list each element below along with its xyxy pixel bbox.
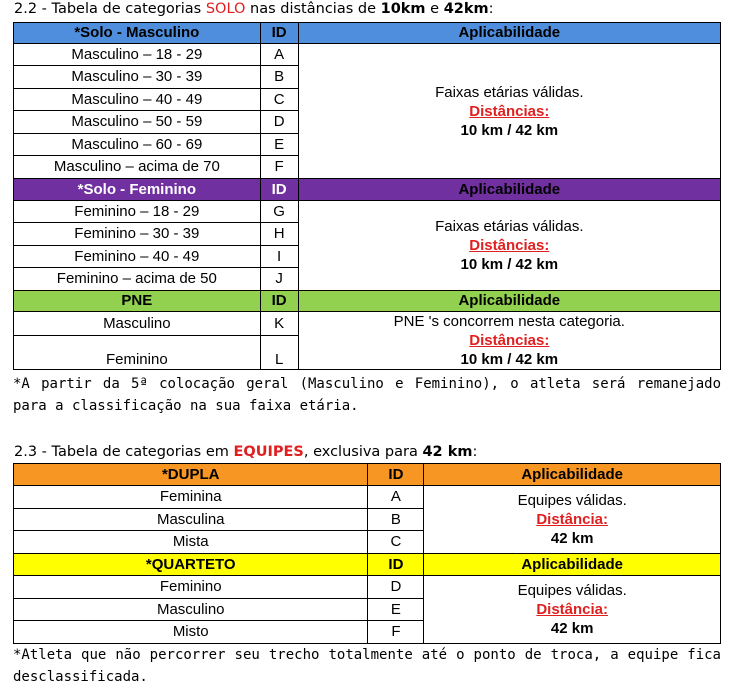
id-cell: L [260, 336, 298, 370]
header-category: PNE [14, 291, 261, 312]
app-line-1: Equipes válidas. [517, 492, 627, 509]
category-cell: Masculino – 30 - 39 [14, 66, 261, 89]
header-id: ID [260, 179, 298, 201]
title-colon: : [488, 1, 494, 17]
app-line-2: Distâncias: [469, 102, 550, 120]
id-cell: F [260, 156, 298, 179]
quarteto-header-row [14, 554, 721, 576]
app-line-2: Distância: [536, 511, 609, 528]
solo-categories-table [13, 22, 721, 370]
title-highlight: SOLO [205, 1, 246, 17]
category-cell: Masculino [14, 312, 261, 336]
applicability-cell [298, 44, 720, 179]
id-cell: K [260, 312, 298, 336]
category-cell: Masculino – 50 - 59 [14, 111, 261, 134]
id-cell: D [260, 111, 298, 134]
applicability-cell [298, 312, 720, 370]
header-applicability: Aplicabilidade [298, 179, 720, 201]
title-highlight: EQUIPES [233, 444, 304, 460]
table-row [14, 201, 721, 223]
title-mid: nas distâncias de [245, 1, 381, 17]
app-line-2: Distâncias: [469, 332, 550, 349]
solo-note: *A partir da 5ª colocação geral (Masculino e Feminino), o atleta será remanejado para a classificação na sua faixa etária. [13, 376, 721, 414]
teams-note: *Atleta que não percorrer seu trecho totalmente até o ponto de troca, a equipe fica desclassificada. [13, 647, 721, 685]
title-colon: : [472, 444, 478, 460]
title-distance-1: 10km [380, 1, 426, 17]
id-cell: A [368, 486, 424, 509]
id-cell: D [368, 576, 424, 599]
category-cell: Feminino – 18 - 29 [14, 201, 261, 223]
app-line-2: Distância: [536, 601, 609, 618]
app-line-3: 10 km / 42 km [460, 256, 559, 273]
id-cell: C [260, 89, 298, 111]
category-cell: Masculino [14, 599, 368, 621]
category-cell: Masculino – 40 - 49 [14, 89, 261, 111]
category-cell: Feminino [14, 576, 368, 599]
category-cell: Masculino – 60 - 69 [14, 134, 261, 156]
category-cell: Feminino – 30 - 39 [14, 223, 261, 246]
app-line-3: 42 km [550, 530, 594, 547]
section-22-title [14, 0, 494, 18]
dupla-header-row [14, 464, 721, 486]
solo-fem-header-row [14, 179, 721, 201]
id-cell: B [260, 66, 298, 89]
category-cell: Masculino – acima de 70 [14, 156, 261, 179]
table-row [14, 312, 721, 336]
app-line-3: 42 km [550, 620, 594, 637]
id-cell: G [260, 201, 298, 223]
table-row [14, 486, 721, 509]
title-prefix: 2.2 - Tabela de categorias [14, 1, 206, 17]
header-id: ID [260, 23, 298, 44]
app-line-3: 10 km / 42 km [460, 351, 559, 368]
id-cell: F [368, 621, 424, 644]
header-category: *DUPLA [14, 464, 368, 486]
title-distance: 42 km [422, 444, 473, 460]
app-line-1: PNE 's concorrem nesta categoria. [393, 313, 625, 330]
category-cell: Feminino – 40 - 49 [14, 246, 261, 268]
header-category: *QUARTETO [14, 554, 368, 576]
id-cell: E [260, 134, 298, 156]
header-category: *Solo - Feminino [14, 179, 261, 201]
title-prefix: 2.3 - Tabela de categorias em [14, 444, 234, 460]
table-row [14, 44, 721, 66]
category-cell: Misto [14, 621, 368, 644]
id-cell: H [260, 223, 298, 246]
app-line-2: Distâncias: [469, 237, 550, 254]
id-cell: A [260, 44, 298, 66]
category-cell: Mista [14, 531, 368, 554]
id-cell: B [368, 509, 424, 531]
id-cell: C [368, 531, 424, 554]
app-line-3: 10 km / 42 km [460, 121, 559, 139]
id-cell: J [260, 268, 298, 291]
category-cell: Feminino [14, 336, 261, 370]
header-id: ID [368, 554, 424, 576]
id-cell: I [260, 246, 298, 268]
header-applicability: Aplicabilidade [424, 554, 721, 576]
section-23-title [14, 443, 477, 461]
header-applicability: Aplicabilidade [298, 23, 720, 44]
teams-categories-table [13, 463, 721, 644]
id-cell: E [368, 599, 424, 621]
header-id: ID [368, 464, 424, 486]
applicability-cell [298, 201, 720, 291]
pne-header-row [14, 291, 721, 312]
solo-masc-header-row [14, 23, 721, 44]
header-applicability: Aplicabilidade [424, 464, 721, 486]
header-category: *Solo - Masculino [14, 23, 261, 44]
category-cell: Feminina [14, 486, 368, 509]
title-mid: , exclusiva para [303, 444, 423, 460]
header-id: ID [260, 291, 298, 312]
applicability-cell [424, 576, 721, 644]
category-cell: Feminino – acima de 50 [14, 268, 261, 291]
app-line-1: Equipes válidas. [517, 582, 627, 599]
applicability-cell [424, 486, 721, 554]
category-cell: Masculino – 18 - 29 [14, 44, 261, 66]
title-and: e [425, 1, 444, 17]
app-line-1: Faixas etárias válidas. [435, 218, 584, 235]
title-distance-2: 42km [443, 1, 489, 17]
header-applicability: Aplicabilidade [298, 291, 720, 312]
table-row [14, 576, 721, 599]
category-cell: Masculina [14, 509, 368, 531]
app-line-1: Faixas etárias válidas. [435, 83, 584, 101]
